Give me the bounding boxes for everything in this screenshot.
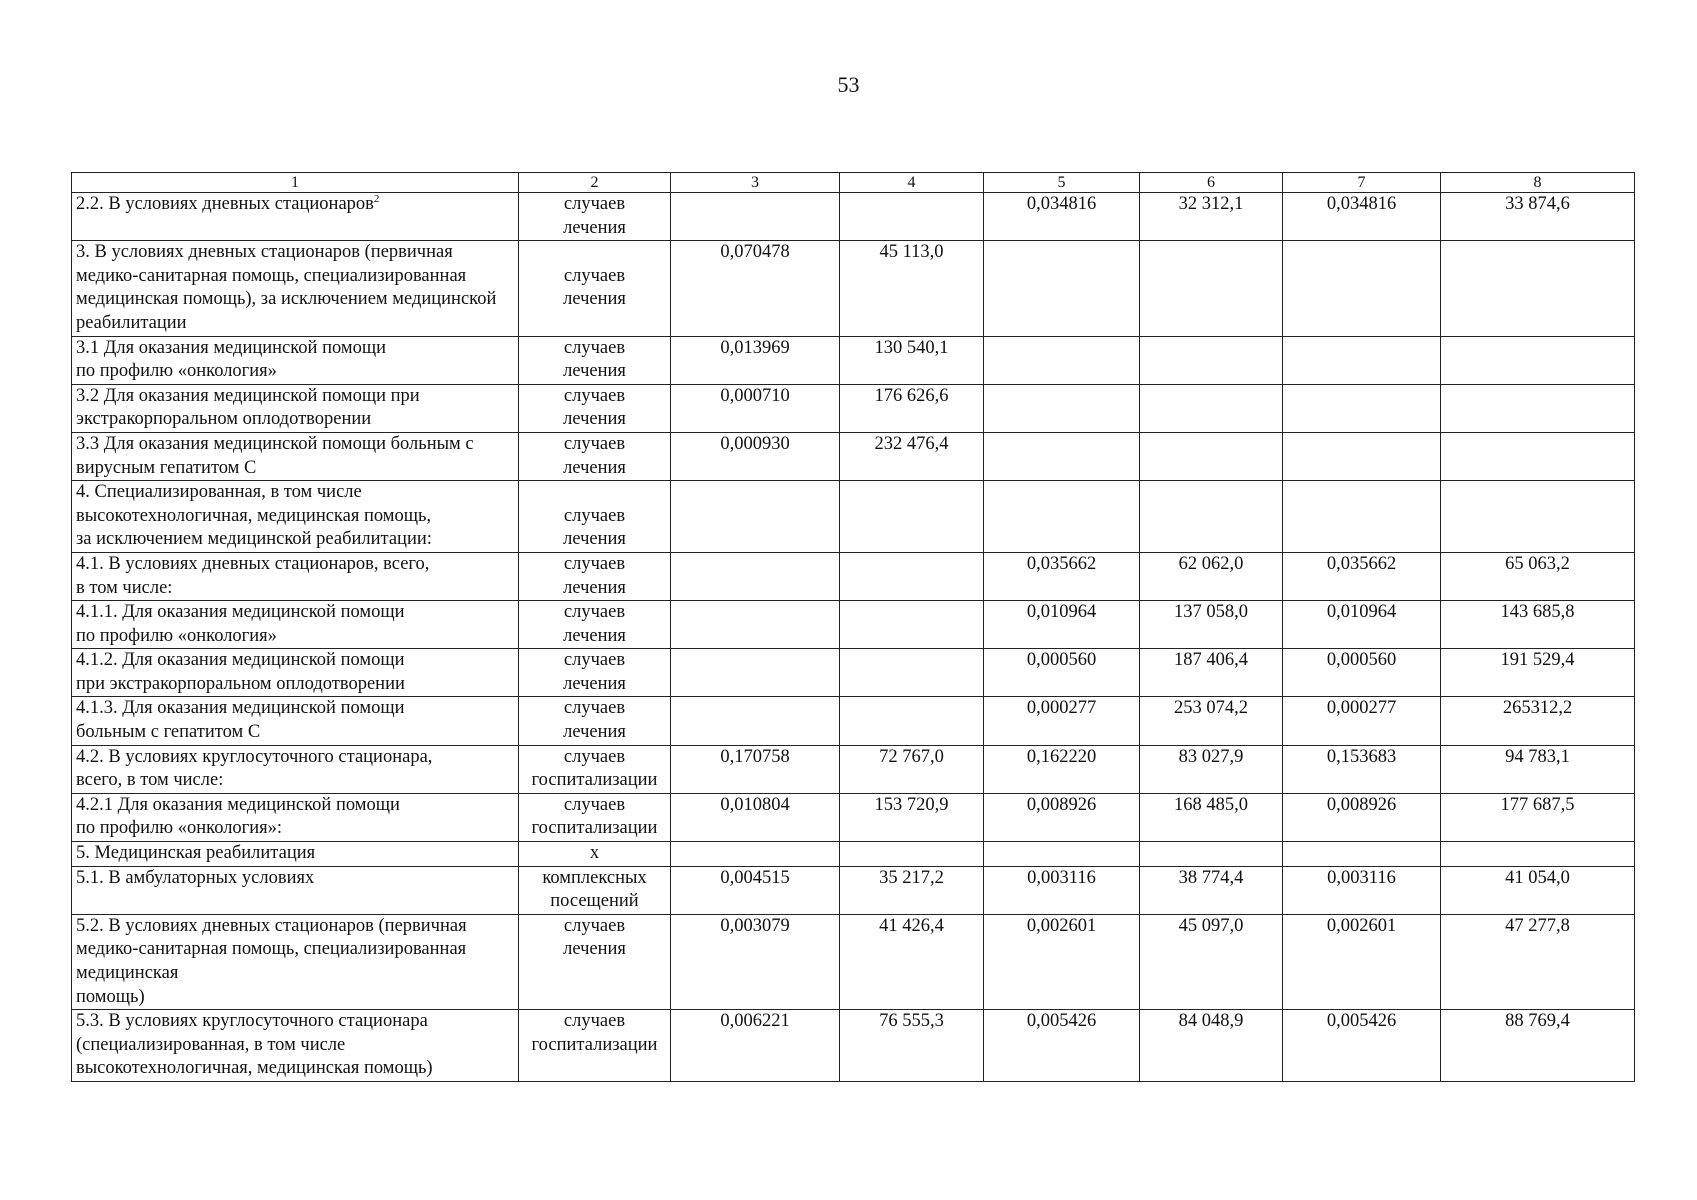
col5-cell	[984, 432, 1140, 480]
col4-cell: 176 626,6	[840, 384, 984, 432]
unit-cell: случаев лечения	[519, 481, 671, 553]
table-row	[72, 842, 1635, 867]
col7-cell: 0,008926	[1283, 793, 1441, 841]
col8-cell: 143 685,8	[1441, 601, 1635, 649]
col6-cell	[1140, 384, 1283, 432]
table-header-row	[72, 173, 1635, 193]
col8-cell: 177 687,5	[1441, 793, 1635, 841]
col4-cell	[840, 601, 984, 649]
unit-cell: случаев лечения	[519, 552, 671, 600]
col3-cell: 0,000710	[671, 384, 840, 432]
col4-cell: 41 426,4	[840, 914, 984, 1009]
col5-cell	[984, 481, 1140, 553]
col6-cell	[1140, 241, 1283, 336]
col8-cell: 191 529,4	[1441, 649, 1635, 697]
col4-cell	[840, 697, 984, 745]
table-row	[72, 1010, 1635, 1082]
col6-cell: 38 774,4	[1140, 866, 1283, 914]
col8-cell: 265312,2	[1441, 697, 1635, 745]
unit-cell: случаев лечения	[519, 697, 671, 745]
table-row	[72, 793, 1635, 841]
col5-cell	[984, 384, 1140, 432]
col7-cell: 0,000560	[1283, 649, 1441, 697]
col5-cell	[984, 241, 1140, 336]
unit-cell: х	[519, 842, 671, 867]
col6-cell: 187 406,4	[1140, 649, 1283, 697]
unit-cell: случаев лечения	[519, 384, 671, 432]
col3-cell: 0,010804	[671, 793, 840, 841]
indicator-cell: 4.2. В условиях круглосуточного стационара, всего, в том числе:	[72, 745, 519, 793]
col5-cell	[984, 336, 1140, 384]
col6-cell	[1140, 842, 1283, 867]
col3-cell	[671, 481, 840, 553]
col7-cell	[1283, 842, 1441, 867]
col8-cell	[1441, 481, 1635, 553]
indicator-cell: 3.1 Для оказания медицинской помощи по профилю «онкология»	[72, 336, 519, 384]
col3-cell	[671, 193, 840, 241]
indicator-cell: 3.3 Для оказания медицинской помощи больным с вирусным гепатитом С	[72, 432, 519, 480]
col3-cell	[671, 552, 840, 600]
col4-cell: 72 767,0	[840, 745, 984, 793]
table-row	[72, 552, 1635, 600]
unit-cell: случаев лечения	[519, 193, 671, 241]
unit-cell: случаев лечения	[519, 601, 671, 649]
indicator-cell: 5.2. В условиях дневных стационаров (первичная медико-санитарная помощь, специализированная медицинская помощь)	[72, 914, 519, 1009]
col4-cell: 130 540,1	[840, 336, 984, 384]
col3-cell	[671, 697, 840, 745]
table-row	[72, 601, 1635, 649]
col8-cell	[1441, 241, 1635, 336]
col7-cell	[1283, 384, 1441, 432]
table-row	[72, 241, 1635, 336]
col6-cell: 168 485,0	[1140, 793, 1283, 841]
indicator-cell: 4.1. В условиях дневных стационаров, всего, в том числе:	[72, 552, 519, 600]
col7-cell: 0,003116	[1283, 866, 1441, 914]
col3-cell: 0,000930	[671, 432, 840, 480]
col5-cell: 0,034816	[984, 193, 1140, 241]
unit-cell: случаев госпитализации	[519, 793, 671, 841]
indicator-cell: 4.1.2. Для оказания медицинской помощи при экстракорпоральном оплодотворении	[72, 649, 519, 697]
col7-cell: 0,010964	[1283, 601, 1441, 649]
col8-cell: 94 783,1	[1441, 745, 1635, 793]
unit-cell: случаев лечения	[519, 241, 671, 336]
indicator-cell: 4.2.1 Для оказания медицинской помощи по профилю «онкология»:	[72, 793, 519, 841]
col7-cell: 0,005426	[1283, 1010, 1441, 1082]
indicator-cell: 3.2 Для оказания медицинской помощи при экстракорпоральном оплодотворении	[72, 384, 519, 432]
col3-cell	[671, 601, 840, 649]
col7-cell	[1283, 241, 1441, 336]
indicator-cell: 3. В условиях дневных стационаров (первичная медико-санитарная помощь, специализированная медицинская помощь), за исключением медицинской реабилитации	[72, 241, 519, 336]
col5-cell	[984, 842, 1140, 867]
col6-cell: 253 074,2	[1140, 697, 1283, 745]
col7-cell: 0,035662	[1283, 552, 1441, 600]
col4-cell: 35 217,2	[840, 866, 984, 914]
col8-cell	[1441, 432, 1635, 480]
column-header: 8	[1441, 173, 1635, 193]
col7-cell	[1283, 336, 1441, 384]
unit-cell: случаев лечения	[519, 914, 671, 1009]
col6-cell: 84 048,9	[1140, 1010, 1283, 1082]
unit-cell: случаев лечения	[519, 649, 671, 697]
unit-cell: случаев лечения	[519, 336, 671, 384]
col7-cell: 0,000277	[1283, 697, 1441, 745]
col8-cell: 33 874,6	[1441, 193, 1635, 241]
table-row	[72, 432, 1635, 480]
table-row	[72, 481, 1635, 553]
table-row	[72, 384, 1635, 432]
col3-cell: 0,170758	[671, 745, 840, 793]
col7-cell: 0,034816	[1283, 193, 1441, 241]
col5-cell: 0,003116	[984, 866, 1140, 914]
col7-cell	[1283, 481, 1441, 553]
column-header: 1	[72, 173, 519, 193]
col8-cell	[1441, 842, 1635, 867]
table-row	[72, 697, 1635, 745]
footnote-marker: 2	[373, 192, 380, 205]
col4-cell: 232 476,4	[840, 432, 984, 480]
col7-cell: 0,153683	[1283, 745, 1441, 793]
col6-cell: 45 097,0	[1140, 914, 1283, 1009]
unit-cell: комплексных посещений	[519, 866, 671, 914]
col3-cell: 0,013969	[671, 336, 840, 384]
column-header: 2	[519, 173, 671, 193]
col3-cell: 0,006221	[671, 1010, 840, 1082]
col8-cell: 88 769,4	[1441, 1010, 1635, 1082]
unit-cell: случаев госпитализации	[519, 745, 671, 793]
indicator-cell	[72, 193, 519, 241]
table-row	[72, 914, 1635, 1009]
col5-cell: 0,035662	[984, 552, 1140, 600]
indicator-cell: 4.1.1. Для оказания медицинской помощи по профилю «онкология»	[72, 601, 519, 649]
table-row	[72, 649, 1635, 697]
col3-cell: 0,004515	[671, 866, 840, 914]
col5-cell: 0,008926	[984, 793, 1140, 841]
col3-cell	[671, 842, 840, 867]
indicator-cell: 4. Специализированная, в том числе высокотехнологичная, медицинская помощь, за исключением медицинской реабилитации:	[72, 481, 519, 553]
table-row	[72, 866, 1635, 914]
unit-cell: случаев госпитализации	[519, 1010, 671, 1082]
col4-cell: 153 720,9	[840, 793, 984, 841]
page-number: 53	[837, 72, 860, 97]
col3-cell: 0,003079	[671, 914, 840, 1009]
col4-cell	[840, 649, 984, 697]
col6-cell	[1140, 336, 1283, 384]
col5-cell: 0,162220	[984, 745, 1140, 793]
column-header: 7	[1283, 173, 1441, 193]
table-row	[72, 193, 1635, 241]
col5-cell: 0,010964	[984, 601, 1140, 649]
col5-cell: 0,000560	[984, 649, 1140, 697]
col6-cell: 137 058,0	[1140, 601, 1283, 649]
col5-cell: 0,005426	[984, 1010, 1140, 1082]
col4-cell: 76 555,3	[840, 1010, 984, 1082]
col8-cell: 65 063,2	[1441, 552, 1635, 600]
col4-cell	[840, 842, 984, 867]
col7-cell: 0,002601	[1283, 914, 1441, 1009]
col8-cell	[1441, 336, 1635, 384]
table-row	[72, 745, 1635, 793]
col3-cell: 0,070478	[671, 241, 840, 336]
col5-cell: 0,000277	[984, 697, 1140, 745]
col6-cell	[1140, 432, 1283, 480]
col6-cell: 62 062,0	[1140, 552, 1283, 600]
col4-cell	[840, 481, 984, 553]
indicator-text: 2.2. В условиях дневных стационаров	[76, 194, 374, 214]
col8-cell	[1441, 384, 1635, 432]
col4-cell	[840, 193, 984, 241]
column-header: 5	[984, 173, 1140, 193]
indicator-cell: 4.1.3. Для оказания медицинской помощи больным с гепатитом С	[72, 697, 519, 745]
col8-cell: 47 277,8	[1441, 914, 1635, 1009]
col5-cell: 0,002601	[984, 914, 1140, 1009]
col6-cell	[1140, 481, 1283, 553]
norms-table	[71, 172, 1635, 1082]
col4-cell	[840, 552, 984, 600]
unit-cell: случаев лечения	[519, 432, 671, 480]
table-row	[72, 336, 1635, 384]
col6-cell: 83 027,9	[1140, 745, 1283, 793]
col7-cell	[1283, 432, 1441, 480]
indicator-cell: 5.3. В условиях круглосуточного стационара (специализированная, в том числе высокотехнологичная, медицинская помощь)	[72, 1010, 519, 1082]
col4-cell: 45 113,0	[840, 241, 984, 336]
column-header: 4	[840, 173, 984, 193]
column-header: 3	[671, 173, 840, 193]
col6-cell: 32 312,1	[1140, 193, 1283, 241]
column-header: 6	[1140, 173, 1283, 193]
col8-cell: 41 054,0	[1441, 866, 1635, 914]
col3-cell	[671, 649, 840, 697]
indicator-cell: 5. Медицинская реабилитация	[72, 842, 519, 867]
indicator-cell: 5.1. В амбулаторных условиях	[72, 866, 519, 914]
